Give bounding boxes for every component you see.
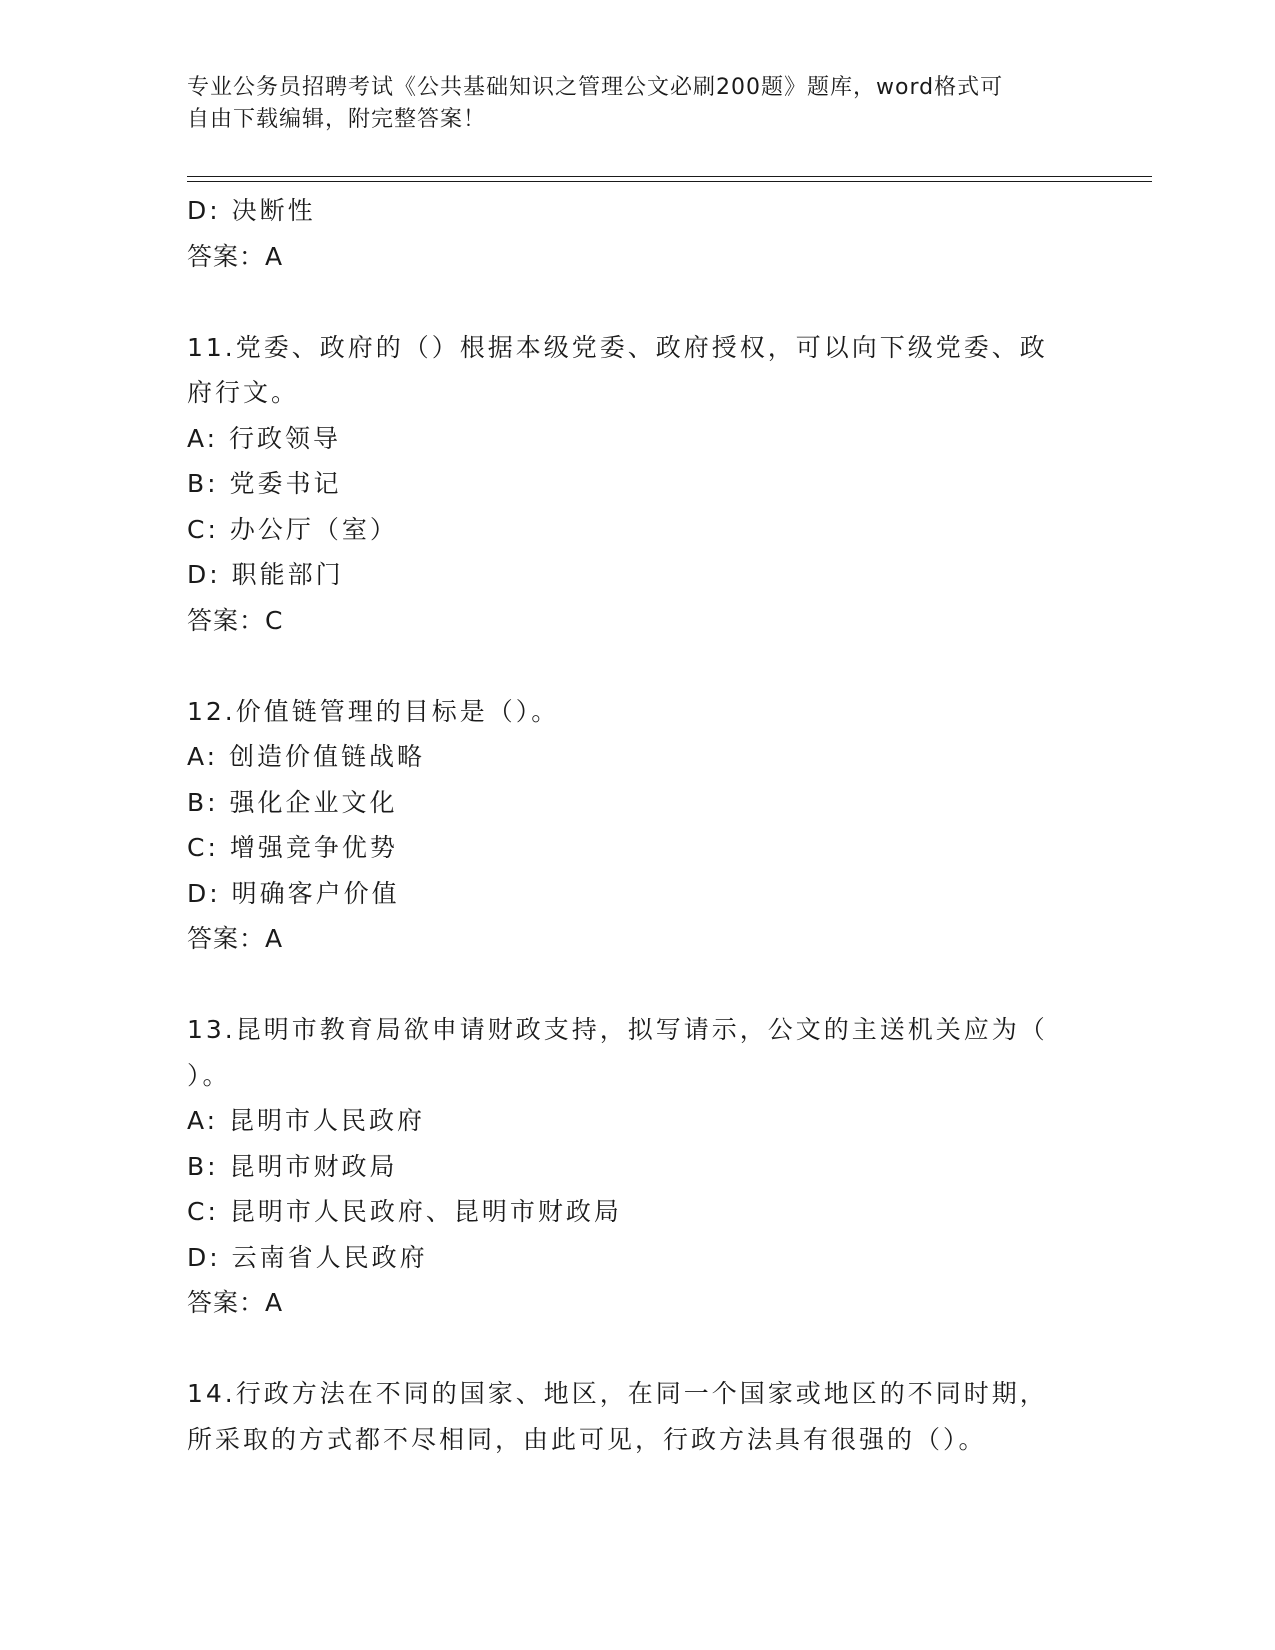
- spacer: [187, 962, 1087, 1008]
- question-stem-line-2: 府行文。: [187, 378, 300, 407]
- header-line-1: 专业公务员招聘考试《公共基础知识之管理公文必刷200题》题库，word格式可: [187, 75, 1004, 100]
- question-stem-line-1: 14.行政方法在不同的国家、地区，在同一个国家或地区的不同时期，: [187, 1379, 1048, 1408]
- option-d: D: 云南省人民政府: [187, 1242, 428, 1272]
- spacer: [187, 1326, 1087, 1372]
- option-b: B: 强化企业文化: [187, 787, 398, 817]
- spacer: [187, 643, 1087, 689]
- option-b: B: 党委书记: [187, 469, 342, 498]
- option-a: A: 创造价值链战略: [187, 742, 426, 771]
- answer: 答案：A: [187, 241, 284, 271]
- document-header: [187, 72, 1067, 136]
- option-d: D: 明确客户价值: [187, 878, 400, 908]
- answer: 答案：A: [187, 1288, 284, 1317]
- question-13: [187, 1007, 1087, 1326]
- option-c: C: 昆明市人民政府、昆明市财政局: [187, 1197, 622, 1226]
- option-a: A: 昆明市人民政府: [187, 1106, 426, 1135]
- answer: 答案：C: [187, 605, 284, 635]
- question-stem-line-2: ）。: [187, 1060, 231, 1090]
- answer: 答案：A: [187, 924, 284, 953]
- question-stem-line-1: 11.党委、政府的（）根据本级党委、政府授权，可以向下级党委、政: [187, 332, 1048, 362]
- question-stem-line-2: 所采取的方式都不尽相同，由此可见，行政方法具有很强的（）。: [187, 1424, 987, 1454]
- question-14: [187, 1371, 1087, 1462]
- question-stem-line-1: 12.价值链管理的目标是（）。: [187, 696, 560, 726]
- header-rule-top: [187, 176, 1152, 177]
- spacer: [187, 279, 1087, 325]
- question-10-tail: [187, 188, 1087, 279]
- question-11: [187, 325, 1087, 644]
- option-c: C: 办公厅（室）: [187, 514, 398, 544]
- option-d: D: 决断性: [187, 196, 316, 225]
- header-rule-bottom: [187, 181, 1152, 182]
- option-c: C: 增强竞争优势: [187, 833, 398, 862]
- document-body: [187, 188, 1087, 1462]
- question-stem-line-1: 13.昆明市教育局欲申请财政支持，拟写请示，公文的主送机关应为（: [187, 1015, 1048, 1044]
- option-d: D: 职能部门: [187, 560, 344, 589]
- question-12: [187, 689, 1087, 962]
- header-line-2: 自由下载编辑，附完整答案！: [187, 107, 487, 132]
- option-a: A: 行政领导: [187, 423, 342, 453]
- option-b: B: 昆明市财政局: [187, 1151, 398, 1181]
